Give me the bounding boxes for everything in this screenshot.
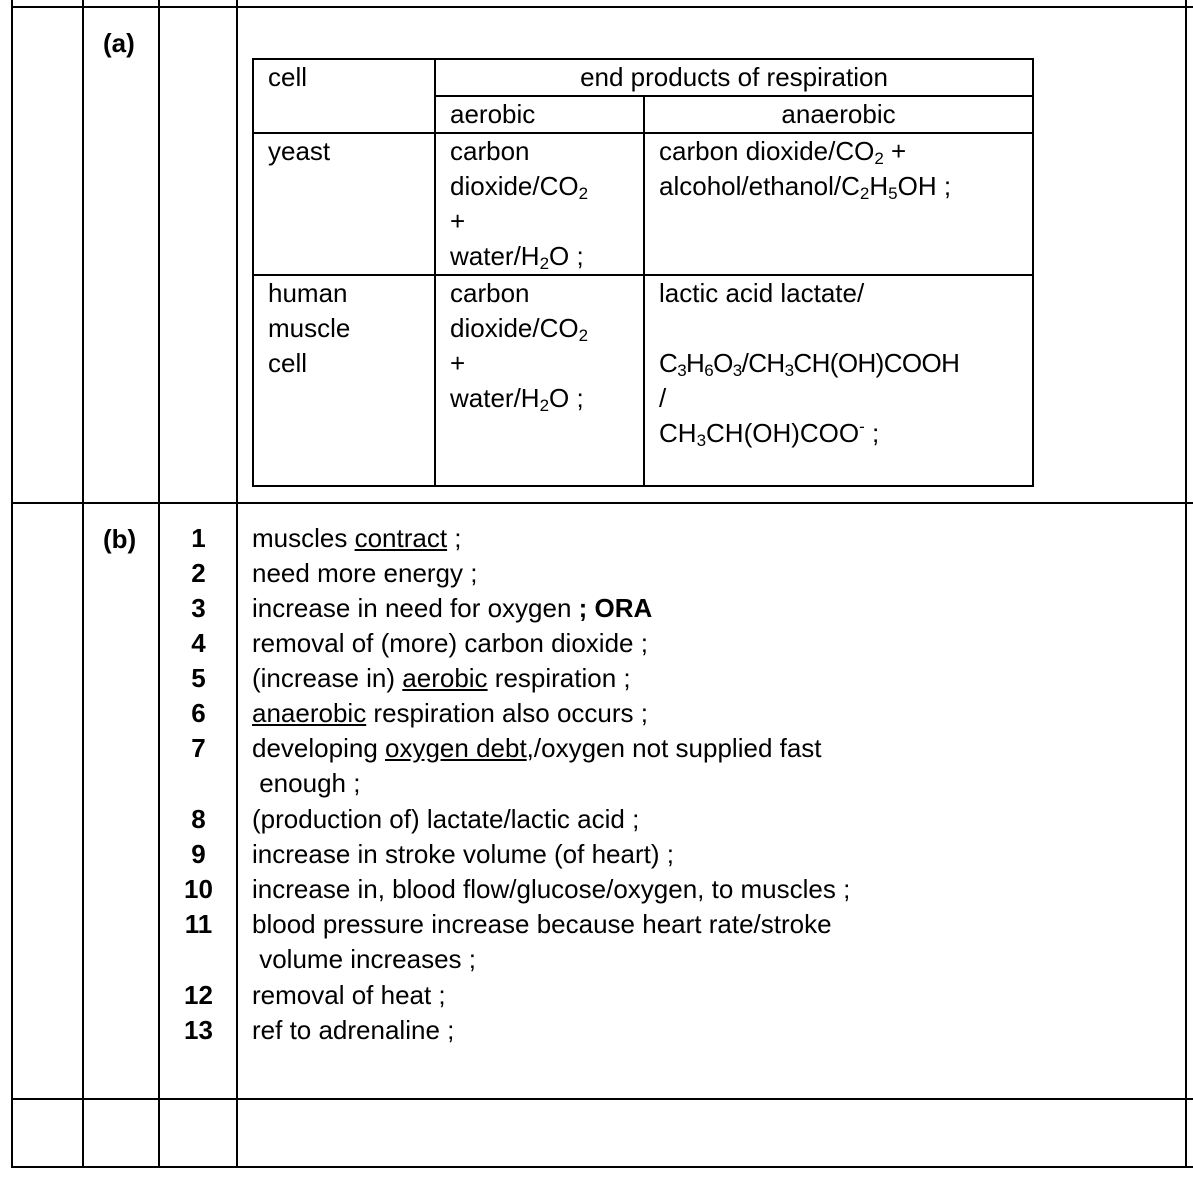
header-cell	[253, 59, 435, 133]
cell-text: +	[450, 206, 466, 236]
part-a-label: (a)	[103, 28, 135, 58]
point-text: (increase in) aerobic respiration ;	[252, 663, 631, 693]
sub-header-aerobic-label: aerobic	[450, 99, 536, 129]
grid-line	[11, 1166, 1193, 1168]
grid-line	[11, 502, 1193, 504]
point-text: anaerobic respiration also occurs ;	[252, 698, 648, 728]
point-number: 7	[191, 733, 206, 763]
row-yeast-cell	[253, 133, 435, 275]
header-group	[435, 59, 1033, 96]
sub-header-anaerobic	[644, 96, 1033, 133]
cell-text: carbon	[450, 136, 530, 166]
cell-text: $C_3H_6O_3/CH_3CH(OH)COOH$	[659, 348, 960, 380]
point-number: 4	[191, 628, 206, 658]
cell-text: muscle	[268, 313, 351, 343]
cell-text: dioxide/$CO_2$	[450, 171, 589, 203]
row-yeast-aerobic	[435, 133, 644, 275]
point-text: increase in need for oxygen ; ORA	[252, 593, 653, 623]
sub-header-anaerobic-label: anaerobic	[781, 99, 896, 129]
point-text: ref to adrenaline ;	[252, 1015, 455, 1045]
point-text: increase in, blood flow/glucose/oxygen, to muscles ;	[252, 874, 851, 904]
cell-text: +	[450, 348, 466, 378]
header-cell-label: cell	[268, 62, 308, 92]
grid-line	[11, 1098, 1193, 1100]
point-text: muscles contract ;	[252, 523, 462, 553]
grid-line	[1185, 0, 1187, 1168]
point-number: 1	[191, 523, 206, 553]
point-number: 3	[191, 593, 206, 623]
point-text: removal of heat ;	[252, 980, 446, 1010]
point-number: 5	[191, 663, 206, 693]
point-text: (production of) lactate/lactic acid ;	[252, 804, 640, 834]
grid-line	[82, 0, 84, 1168]
row-yeast-anaerobic	[644, 133, 1033, 275]
part-b-label: (b)	[103, 524, 137, 554]
point-number: 2	[191, 558, 206, 588]
cell-text: yeast	[268, 136, 331, 166]
cell-text: /	[659, 383, 667, 413]
grid-line	[11, 6, 1193, 8]
cell-text: $CH_3CH(OH)COO^-$ ;	[659, 417, 880, 450]
point-number: 6	[191, 698, 206, 728]
point-text: blood pressure increase because heart rate/stroke volume increases ;	[252, 909, 832, 974]
cell-text: cell	[268, 348, 308, 378]
point-number: 9	[191, 839, 206, 869]
point-number: 10	[184, 874, 213, 904]
row-human-aerobic	[435, 275, 644, 486]
point-number: 11	[184, 909, 213, 939]
point-text: need more energy ;	[252, 558, 478, 588]
respiration-products-table	[252, 58, 1034, 487]
point-text: increase in stroke volume (of heart) ;	[252, 839, 674, 869]
sub-header-aerobic	[435, 96, 644, 133]
grid-line	[11, 0, 13, 1168]
header-group-label: end products of respiration	[580, 62, 888, 92]
cell-text: water/$H_2O$ ;	[450, 241, 584, 273]
point-number: 12	[184, 980, 213, 1010]
cell-text	[659, 311, 1032, 346]
row-human-anaerobic	[644, 275, 1033, 486]
cell-text: water/$H_2O$ ;	[450, 383, 584, 415]
row-human-cell	[253, 275, 435, 486]
point-number: 13	[184, 1015, 213, 1045]
point-text: developing oxygen debt,/oxygen not supplied fast enough ;	[252, 733, 822, 798]
cell-text: carbon dioxide/$CO_2$ +	[659, 136, 907, 168]
point-text: removal of (more) carbon dioxide ;	[252, 628, 648, 658]
cell-text: human	[268, 278, 348, 308]
cell-text: alcohol/$ethanol/C_2H_5OH$ ;	[659, 171, 952, 203]
point-number: 8	[191, 804, 206, 834]
cell-text: dioxide/$CO_2$	[450, 313, 589, 345]
cell-text: lactic acid lactate/	[659, 278, 865, 308]
cell-text: carbon	[450, 278, 530, 308]
